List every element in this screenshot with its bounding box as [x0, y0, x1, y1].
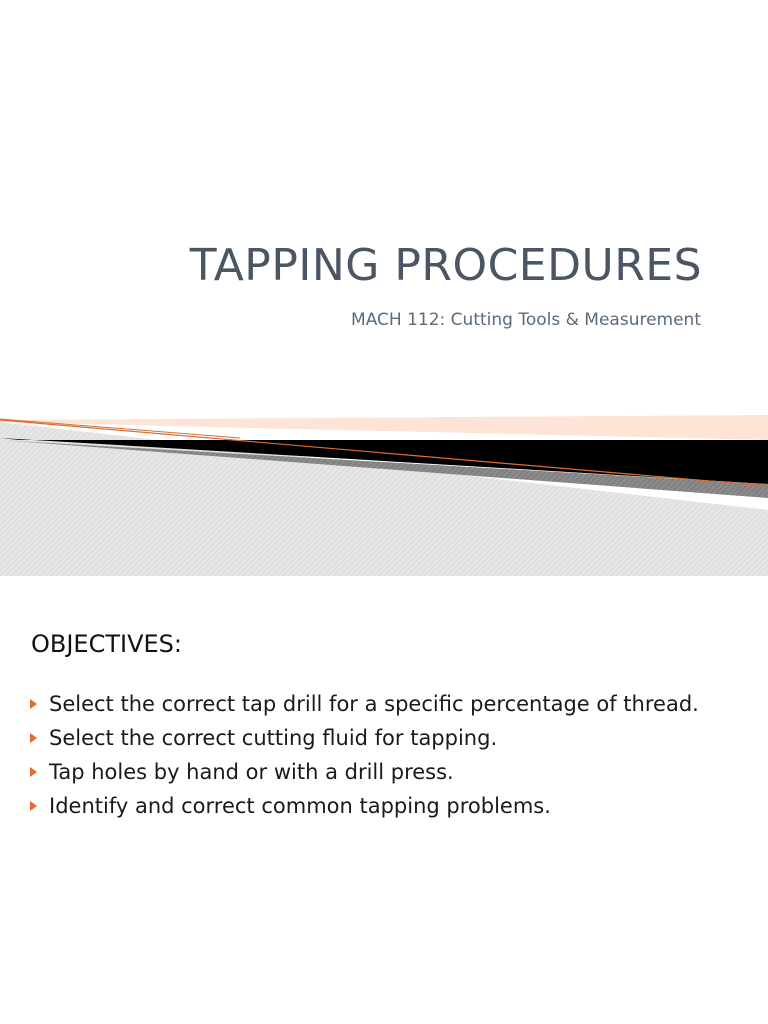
triangle-bullet-icon	[30, 733, 37, 743]
list-item-text: Identify and correct common tapping problems.	[49, 794, 551, 818]
objectives-list	[28, 688, 728, 824]
list-item	[28, 722, 728, 754]
list-item	[28, 688, 728, 720]
triangle-bullet-icon	[30, 699, 37, 709]
list-item	[28, 790, 728, 822]
decorative-band	[0, 400, 768, 576]
triangle-bullet-icon	[30, 767, 37, 777]
objectives-slide	[0, 576, 768, 1024]
objectives-heading: OBJECTIVES:	[31, 630, 182, 658]
list-item	[28, 756, 728, 788]
list-item-text: Select the correct cutting fluid for tapping.	[49, 726, 498, 750]
list-item-text: Tap holes by hand or with a drill press.	[49, 760, 454, 784]
triangle-bullet-icon	[30, 801, 37, 811]
slide-subtitle: MACH 112: Cutting Tools & Measurement	[351, 310, 701, 330]
slide-title: TAPPING PROCEDURES	[189, 240, 702, 291]
list-item-text: Select the correct tap drill for a specific percentage of thread.	[49, 692, 699, 716]
